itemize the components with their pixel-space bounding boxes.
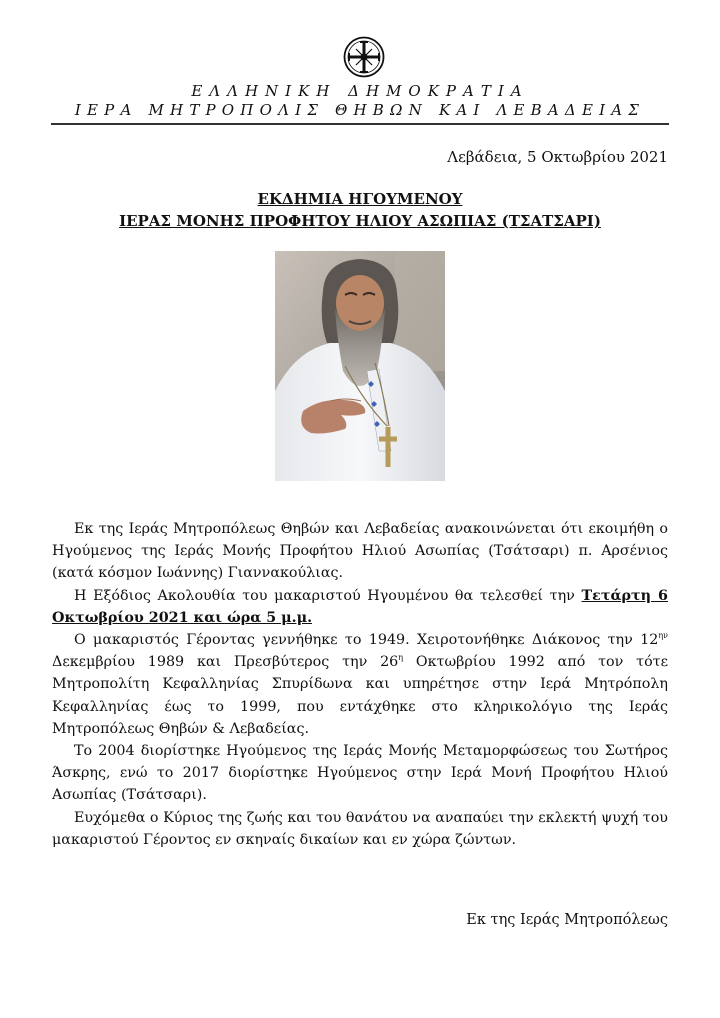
header-country: ΕΛΛΗΝΙΚΗ ΔΗΜΟΚΡΑΤΙΑ (191, 82, 529, 100)
paragraph-prayer: Ευχόμεθα ο Κύριος της ζωής και του θανάτου να αναπαύει την εκλεκτή ψυχή του μακαριστού Γέροντος εν σκηναίς δικαίων και εν χώρα ζώντων. (52, 809, 668, 848)
announcement-body (52, 518, 668, 851)
header-divider (51, 123, 669, 125)
biography-text-a: Ο μακαριστός Γέροντας γεννήθηκε το 1949. Χειροτονήθηκε Διάκονος την 12 (74, 632, 659, 649)
document-title: ΕΚΔΗΜΙΑ ΗΓΟΥΜΕΝΟΥ (257, 190, 463, 208)
biography-text-c: Οκτωβρίου 1992 από τον τότε Μητροπολίτη Κεφαλληνίας Σπυρίδωνα και υπηρέτησε στην Ιερά Μητρόπολη Κεφαλληνίας έως το 1999, που εντάχθηκε στο κληρικολόγιο της Ιεράς Μητροπόλεως Θηβών & Λεβαδείας. (52, 654, 668, 737)
paragraph-appointments: Το 2004 διορίστηκε Ηγούμενος της Ιεράς Μονής Μεταμορφώσεως του Σωτήρος Άσκρης, ενώ το 2017 διορίστηκε Ηγούμενος στην Ιερά Μονή Προφήτου Ηλιού Ασωπίας (Τσάτσαρι). (52, 743, 668, 804)
paragraph-biography (52, 629, 668, 740)
document-subtitle: ΙΕΡΑΣ ΜΟΝΗΣ ΠΡΟΦΗΤΟΥ ΗΛΙΟΥ ΑΣΩΠΙΑΣ (ΤΣΑΤΣΑΡΙ) (119, 212, 601, 230)
ordinal-sup-2: η (398, 653, 404, 663)
funeral-lead-text: Η Εξόδιος Ακολουθία του μακαριστού Ηγουμένου θα τελεσθεί την (74, 587, 575, 604)
funeral-date-emphasis: Τετάρτη 6 Οκτωβρίου 2021 και ώρα 5 μ.μ. (52, 587, 669, 626)
header-metropolis: ΙΕΡΑ ΜΗΤΡΟΠΟΛΙΣ ΘΗΒΩΝ ΚΑΙ ΛΕΒΑΔΕΙΑΣ (74, 101, 646, 119)
paragraph-announcement: Εκ της Ιεράς Μητροπόλεως Θηβών και Λεβαδείας ανακοινώνεται ότι εκοιμήθη ο Ηγούμενος της Ιεράς Μονής Προφήτου Ηλιού Ασωπίας (Τσάτσαρι) π. Αρσένιος (κατά κόσμον Ιωάννης) Γιαννακούλιας. (52, 521, 668, 582)
signature: Εκ της Ιεράς Μητροπόλεως (466, 912, 668, 928)
ordinal-sup-1: ην (658, 631, 668, 641)
abbot-portrait-photo (275, 251, 445, 481)
document-date: Λεβάδεια, 5 Οκτωβρίου 2021 (447, 148, 668, 166)
byzantine-cross-emblem-icon (343, 36, 385, 78)
biography-text-b: Δεκεμβρίου 1989 και Πρεσβύτερος την 26 (52, 654, 399, 671)
paragraph-funeral (52, 585, 668, 629)
